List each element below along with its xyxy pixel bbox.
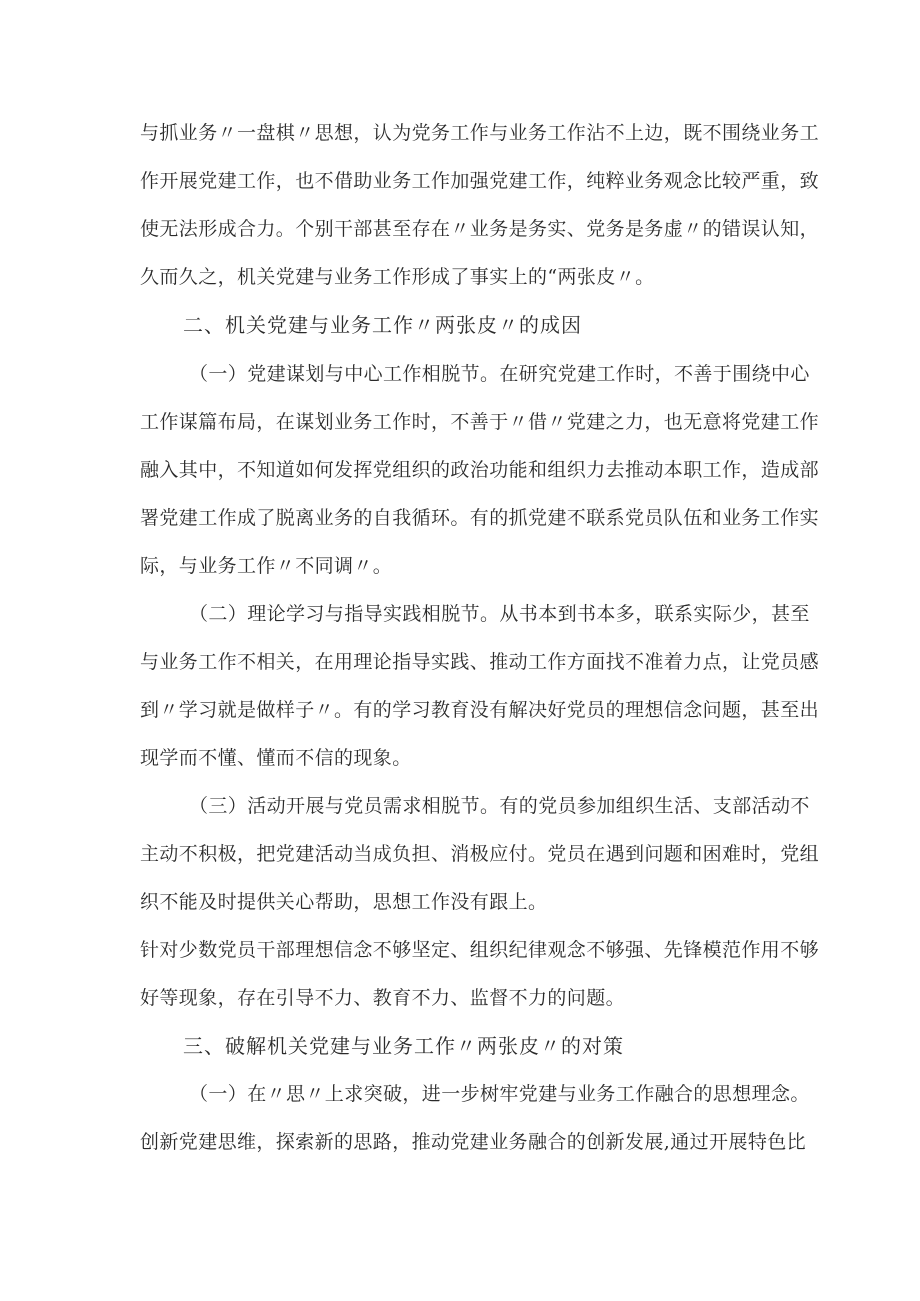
body-text-line: 际，与业务工作〃不同调〃。 <box>140 555 393 577</box>
section-heading: 三、破解机关党建与业务工作〃两张皮〃的对策 <box>183 1034 624 1058</box>
body-text-line: 融入其中，不知道如何发挥党组织的政治功能和组织力去推动本职工作，造成部 <box>140 459 820 481</box>
body-text-line: 工作谋篇布局，在谋划业务工作时，不善于〃借〃党建之力，也无意将党建工作 <box>140 411 820 433</box>
body-text-line: （一）在〃思〃上求突破，进一步树牢党建与业务工作融合的思想理念。 <box>189 1083 810 1105</box>
body-text-line: 到〃学习就是做样子〃。有的学习教育没有解决好党员的理想信念问题，甚至出 <box>140 699 820 721</box>
body-text-line: 织不能及时提供关心帮助，思想工作没有跟上。 <box>140 891 548 913</box>
section-heading: 二、机关党建与业务工作〃两张皮〃的成因 <box>183 313 582 337</box>
body-text-line: 现学而不懂、懂而不信的现象。 <box>140 747 412 769</box>
body-text-line: 好等现象，存在引导不力、教育不力、监督不力的问题。 <box>140 987 626 1009</box>
body-text-line: （一）党建谋划与中心工作相脱节。在研究党建工作时，不善于围绕中心 <box>189 363 810 385</box>
body-text-line: 创新党建思维，探索新的思路，推动党建业务融合的创新发展,通过开展特色比 <box>140 1131 807 1153</box>
body-text-line: 与业务工作不相关，在用理论指导实践、推动工作方面找不准着力点，让党员感 <box>140 651 820 673</box>
body-text-line: 署党建工作成了脱离业务的自我循环。有的抓党建不联系党员队伍和业务工作实 <box>140 507 820 529</box>
body-text-line: 与抓业务〃一盘棋〃思想，认为党务工作与业务工作沾不上边，既不围绕业务工 <box>140 122 820 144</box>
body-text-line: 作开展党建工作，也不借助业务工作加强党建工作，纯粹业务观念比较严重，致 <box>140 170 820 192</box>
body-text-line: （二）理论学习与指导实践相脱节。从书本到书本多，联系实际少，甚至 <box>189 603 810 625</box>
body-text-line: 针对少数党员干部理想信念不够坚定、组织纪律观念不够强、先锋模范作用不够 <box>140 939 820 961</box>
body-text-line: 主动不积极，把党建活动当成负担、消极应付。党员在遇到问题和困难时，党组 <box>140 843 820 865</box>
body-text-line: 久而久之，机关党建与业务工作形成了事实上的“两张皮〃。 <box>140 266 655 288</box>
body-text-line: （三）活动开展与党员需求相脱节。有的党员参加组织生活、支部活动不 <box>189 795 810 817</box>
body-text-line: 使无法形成合力。个别干部甚至存在〃业务是务实、党务是务虚〃的错误认知， <box>140 218 820 240</box>
